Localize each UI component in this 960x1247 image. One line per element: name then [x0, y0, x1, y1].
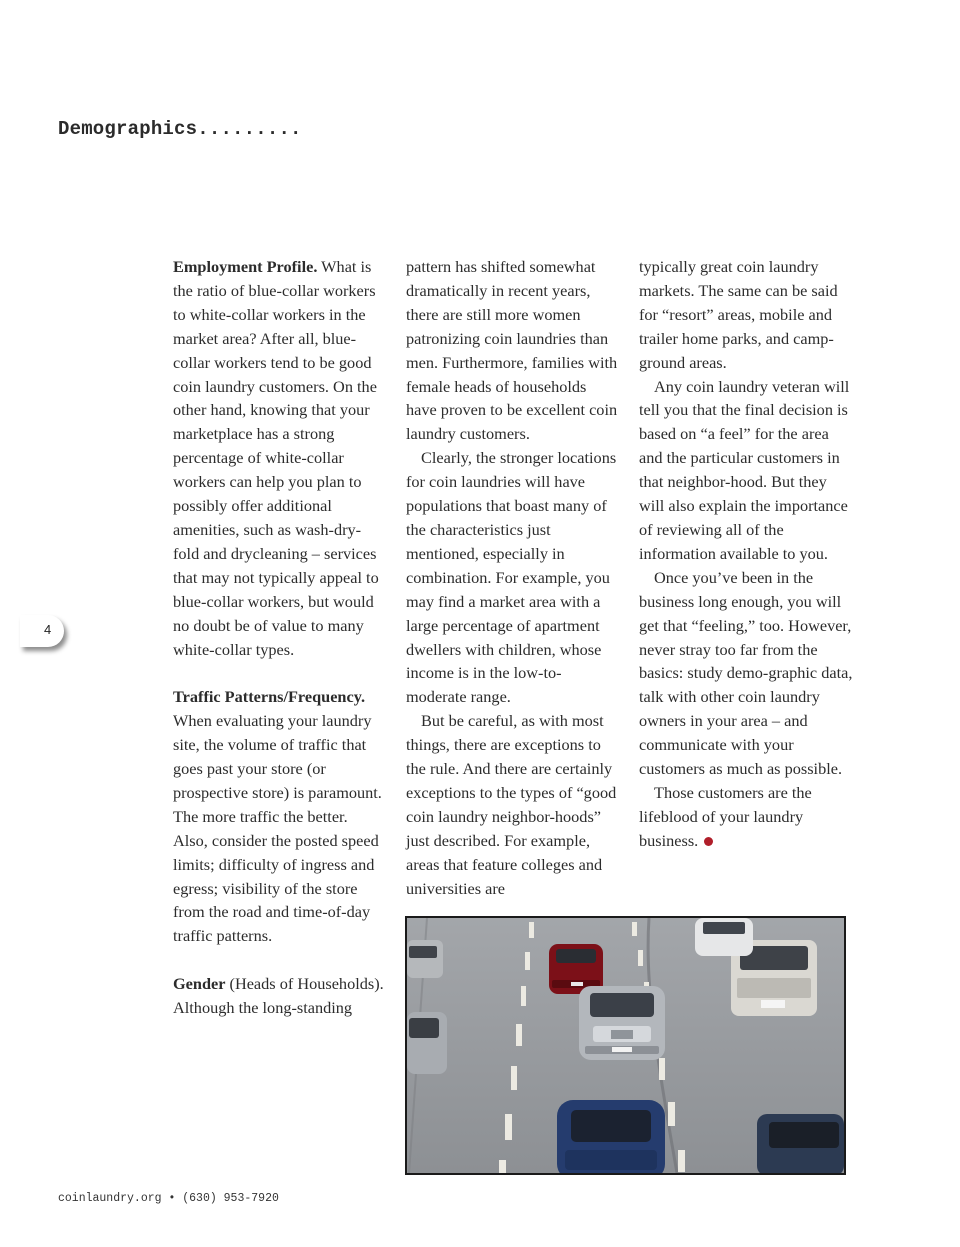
paragraph-employment	[173, 255, 385, 661]
column2-paragraph-1: pattern has shifted somewhat dramatically in recent years, there are still more women patronizing coin laundries than men. Furthermore, families with female heads of households have proven to be excellent coin laundry customers.	[406, 257, 618, 444]
white-car-top-right	[695, 918, 753, 956]
closing-text: Those customers are the lifeblood of your laundry business.	[639, 782, 812, 850]
text-column-2	[406, 255, 620, 900]
footer-phone: (630) 953-7920	[182, 1192, 279, 1205]
dark-car-bottom-right	[757, 1114, 844, 1173]
column3-paragraph-2: Any coin laundry veteran will tell you that the final decision is based on “a feel” for the area and the particular customers in that neighbor-hood. But they will also explain the importance of reviewing all of the information available to you.	[639, 376, 850, 563]
footer-website: coinlaundry.org	[58, 1192, 162, 1205]
column2-paragraph-2: Clearly, the stronger locations for coin laundries will have populations that boast many of the characteristics just mentioned, especially in combination. For example, you may find a market area with a large percentage of apartment dwellers with children, whose income is in the low-to-moderate range.	[406, 448, 617, 707]
paragraph-gender	[173, 972, 385, 1020]
footer-separator: •	[168, 1192, 176, 1205]
silver-car-left	[407, 1012, 447, 1074]
traffic-text: When evaluating your laundry site, the volume of traffic that goes past your store (or prospective store) is paramount. The more traffic the better. Also, consider the posted speed limits; difficulty of ingress and egress; visibility of the store from the road and time-of-day traffic patterns.	[173, 711, 382, 946]
employment-text: What is the ratio of blue-collar workers to white-collar workers in the market area? After all, blue-collar workers tend to be good coin laundry customers. On the other hand, knowing that your marketplace has a strong percentage of white-collar workers can help you plan to possibly offer additional amenities, such as wash-dry-fold and drycleaning – services that may not typically appeal to blue-collar workers, but would no doubt be of value to many white-collar types.	[173, 257, 379, 659]
gender-text: (Heads of Households). Although the long-standing	[173, 974, 384, 1018]
column3-paragraph-1: typically great coin laundry markets. The same can be said for “resort” areas, mobile and trailer home parks, and camp-ground areas.	[639, 257, 838, 372]
highway-traffic-photo	[405, 916, 846, 1175]
paragraph-traffic	[173, 685, 385, 948]
column3-paragraph-4	[639, 781, 853, 853]
page-number: 4	[44, 622, 52, 637]
gender-heading: Gender	[173, 974, 226, 994]
section-title: Demographics	[58, 118, 198, 140]
traffic-heading: Traffic Patterns/Frequency.	[173, 687, 366, 707]
employment-heading: Employment Profile.	[173, 257, 318, 276]
text-column-1	[173, 255, 385, 1020]
section-leader-dots: .........	[197, 118, 302, 140]
gray-car-top-left	[407, 940, 443, 978]
column2-paragraph-3: But be careful, as with most things, there are exceptions to the rule. And there are certainly exceptions to the types of “good coin laundry neighbor-hoods” just described. For example, areas that feature colleges and universities are	[406, 711, 617, 898]
end-of-article-bullet-icon	[704, 837, 713, 846]
page-number-tab	[20, 615, 64, 647]
column3-paragraph-3: Once you’ve been in the business long enough, you will get that “feeling,” too. However, never stray too far from the basics: study demo-graphic data, talk with other coin laundry owners in your area – and communicate with your customers as much as possible.	[639, 567, 853, 779]
section-header	[58, 118, 302, 140]
blue-car-bottom	[557, 1100, 665, 1173]
text-column-3	[639, 255, 853, 853]
silver-sedan-center	[579, 986, 665, 1060]
page-footer	[58, 1192, 279, 1205]
